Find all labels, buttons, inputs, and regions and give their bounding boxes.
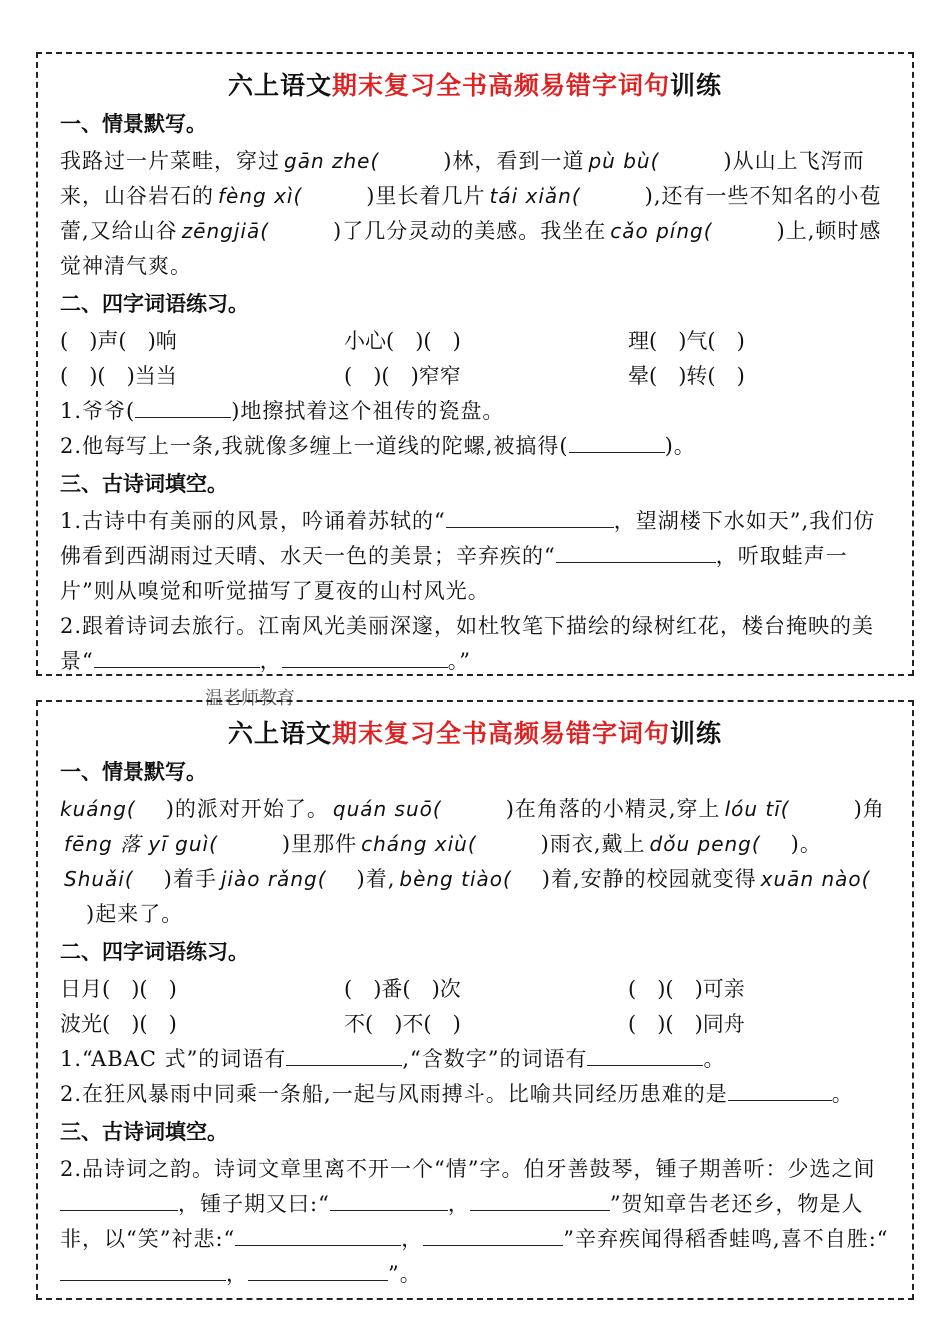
text: )里那件 (281, 832, 358, 856)
answer-line[interactable] (728, 1080, 832, 1101)
pinyin: dǒu peng( (649, 832, 761, 856)
text: )雨衣,戴上 (540, 832, 646, 856)
text: )着,安静的校园就变得 (541, 867, 757, 891)
answer-line[interactable] (470, 1190, 610, 1211)
watermark: 温老师教育 (205, 688, 295, 709)
pinyin: cǎo píng( (610, 219, 713, 243)
section-heading: 一、情景默写。 (60, 759, 207, 784)
question (60, 394, 890, 429)
pinyin: gān zhe( (284, 149, 380, 173)
title-part: 训练 (670, 71, 723, 100)
idiom-item[interactable]: 晕( )转( ) (628, 364, 745, 388)
text: ,“含数字”的词语有 (402, 1047, 588, 1071)
idiom-item[interactable]: ( )( )当当 (60, 364, 177, 388)
text: )里长着几片 (366, 184, 486, 208)
text: ， (259, 649, 282, 673)
worksheet-title (60, 66, 890, 102)
pinyin: zēngjiā( (181, 219, 270, 243)
text: ， (447, 1192, 470, 1216)
answer-line[interactable] (587, 1045, 703, 1066)
text: )。 (790, 832, 822, 856)
text: )的派对开始了。 (165, 797, 329, 821)
answer-line[interactable] (286, 1045, 402, 1066)
text: 我路过一片菜畦，穿过 (60, 149, 280, 173)
text: ，锺子期又曰:“ (178, 1192, 330, 1216)
pinyin: tái xiǎn( (489, 184, 581, 208)
pinyin: fēng 落 yī guì( (64, 832, 218, 856)
text: )地擦拭着这个祖传的瓷盘。 (231, 399, 505, 423)
section-heading: 三、古诗词填空。 (60, 1119, 228, 1144)
text: ),还有一些不知名的小苞蕾,又给山谷 (60, 184, 882, 243)
text: 。” (447, 649, 471, 673)
answer-line[interactable] (235, 1225, 401, 1246)
text: )。 (664, 434, 696, 458)
question (60, 1042, 890, 1077)
title-part: 六上语文 (227, 71, 332, 100)
pinyin: bèng tiào( (399, 867, 512, 891)
text: )着手 (163, 867, 217, 891)
text: ，望湖楼下水如天”,我们仿佛看到西湖雨过天晴、水天一色的美景；辛弃疾的“ (60, 509, 876, 568)
text: 1.爷爷( (60, 399, 136, 423)
pinyin: lóu tī( (724, 797, 790, 821)
dictation-paragraph (60, 144, 890, 284)
pinyin: fèng xì( (218, 184, 303, 208)
idiom-item[interactable]: ( )( )窄窄 (344, 364, 461, 388)
worksheet-card-2 (36, 700, 914, 1300)
section-heading: 二、四字词语练习。 (60, 939, 249, 964)
answer-line[interactable] (135, 397, 231, 418)
idiom-item[interactable]: 波光( )( ) (60, 1012, 177, 1036)
text: 2.跟着诗词去旅行。江南风光美丽深邃，如杜牧笔下描绘的绿树红花，楼台掩映的美景“ (60, 614, 875, 673)
question (60, 609, 890, 679)
title-highlight: 期末复习全书高频易错字词句 (331, 71, 670, 100)
dictation-paragraph (60, 792, 890, 932)
text: )在角落的小精灵,穿上 (505, 797, 721, 821)
text: 2.在狂风暴雨中同乘一条船,一起与风雨搏斗。比喻共同经历患难的是 (60, 1082, 728, 1106)
worksheet-card-1 (36, 52, 914, 676)
worksheet-title (60, 714, 890, 750)
pinyin: Shuǎi( (64, 867, 134, 891)
question (60, 1077, 890, 1112)
answer-line[interactable] (446, 507, 614, 528)
pinyin: xuān nào( (760, 867, 871, 891)
text: )林，看到一道 (443, 149, 585, 173)
idiom-item[interactable]: 理( )气( ) (628, 329, 745, 353)
text: 1.“ABAC 式”的词语有 (60, 1047, 287, 1071)
pinyin: jiào rǎng( (220, 867, 327, 891)
text: ”贺知章告老还乡，物是人非，以“笑”衬悲:“ (60, 1192, 864, 1251)
idiom-item[interactable]: ( )( )同舟 (628, 1012, 745, 1036)
question (60, 1152, 890, 1292)
text: )了几分灵动的美感。我坐在 (333, 219, 607, 243)
idiom-item[interactable]: 不( )不( ) (344, 1012, 461, 1036)
question (60, 429, 890, 464)
question (60, 504, 890, 609)
text: 2.品诗词之韵。诗词文章里离不开一个“情”字。伯牙善鼓琴，锺子期善听：少选之间 (60, 1157, 876, 1181)
text: ”。 (388, 1262, 422, 1286)
answer-line[interactable] (60, 1260, 226, 1281)
pinyin: cháng xiù( (361, 832, 477, 856)
idiom-item[interactable]: ( )番( )次 (344, 977, 461, 1001)
text: )着, (356, 867, 396, 891)
idiom-item[interactable]: 小心( )( ) (344, 329, 461, 353)
text: 。 (703, 1047, 726, 1071)
answer-line[interactable] (94, 647, 260, 668)
answer-line[interactable] (556, 542, 716, 563)
text: 2.他每写上一条,我就像多缠上一道线的陀螺,被搞得( (60, 434, 569, 458)
section-heading: 三、古诗词填空。 (60, 471, 228, 496)
pinyin: quán suō( (332, 797, 442, 821)
text: ，听取蛙声一片”则从嗅觉和听觉描写了夏夜的山村风光。 (60, 544, 848, 603)
text: ， (401, 1227, 424, 1251)
text: )角 (853, 797, 885, 821)
idiom-item[interactable]: ( )( )可亲 (628, 977, 745, 1001)
title-highlight: 期末复习全书高频易错字词句 (331, 719, 670, 748)
text: ”辛弃疾闻得稻香蛙鸣,喜不自胜:“ (563, 1227, 889, 1251)
answer-line[interactable] (248, 1260, 388, 1281)
idiom-grid (60, 324, 890, 394)
text: )起来了。 (86, 902, 184, 926)
text: )从山上飞泻而来，山谷岩石的 (60, 149, 865, 208)
section-heading: 二、四字词语练习。 (60, 291, 249, 316)
answer-line[interactable] (60, 1190, 178, 1211)
section-heading: 一、情景默写。 (60, 111, 207, 136)
title-part: 训练 (670, 719, 723, 748)
pinyin: pù bù( (588, 149, 660, 173)
pinyin: kuáng( (60, 797, 136, 821)
answer-line[interactable] (569, 432, 665, 453)
answer-line[interactable] (282, 647, 448, 668)
idiom-item[interactable]: ( )声( )响 (60, 329, 177, 353)
text: 1.古诗中有美丽的风景，吟诵着苏轼的“ (60, 509, 446, 533)
answer-line[interactable] (423, 1225, 563, 1246)
idiom-grid (60, 972, 890, 1042)
idiom-item[interactable]: 日月( )( ) (60, 977, 177, 1001)
text: 。 (831, 1082, 854, 1106)
answer-line[interactable] (330, 1190, 448, 1211)
title-part: 六上语文 (227, 719, 332, 748)
text: )上,顿时感觉神清气爽。 (60, 219, 882, 278)
text: ， (226, 1262, 248, 1286)
